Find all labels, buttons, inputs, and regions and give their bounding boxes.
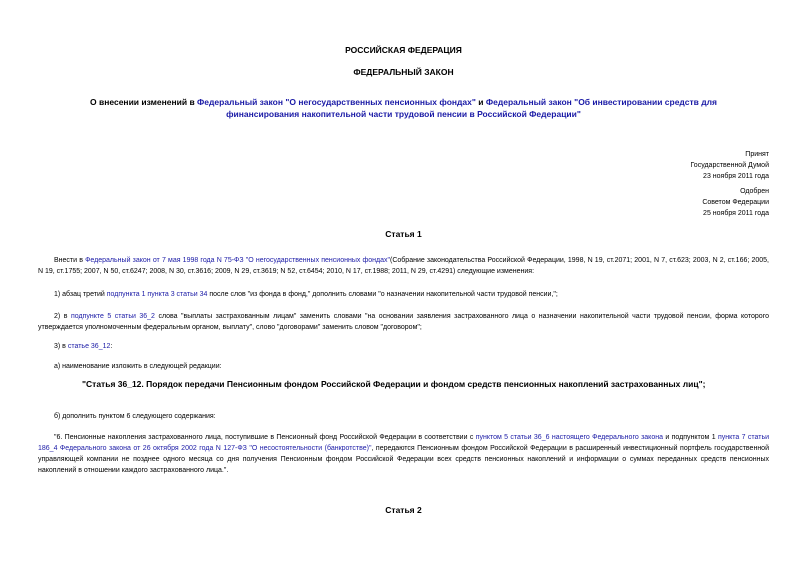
item-2-rest: слова "выплаты застрахованным лицам" заменить словами "на основании заявления застрахованного лица о назначении накопительной части трудовой пенсии, форма которого утверждается уполномоченным федеральным органом, выплату", слово "договорами" заменить словом "договором";	[38, 313, 769, 331]
title-link-npf-law[interactable]: Федеральный закон "О негосударственных пенсионных фондах"	[197, 97, 476, 107]
approved-date: 25 ноября 2011 года	[703, 210, 769, 217]
adopted-date: 23 ноября 2011 года	[703, 173, 769, 180]
item-1	[38, 289, 769, 300]
law-type-heading: ФЕДЕРАЛЬНЫЙ ЗАКОН	[353, 67, 454, 77]
article-2-heading: Статья 2	[385, 505, 422, 515]
law-title	[70, 96, 737, 120]
sub-item-b: б) дополнить пунктом 6 следующего содержания:	[54, 413, 216, 420]
item-1-prefix: 1) абзац третий	[54, 291, 107, 298]
item-2-prefix: 2) в	[54, 313, 71, 320]
approved-label: Одобрен	[740, 188, 769, 195]
item-3-prefix: 3) в	[54, 343, 68, 350]
item-3-link[interactable]: статье 36_12	[67, 343, 111, 350]
p6-prefix: "6. Пенсионные накопления застрахованного лица, поступившие в Пенсионный фонд Российской Федерации в соответствии с	[54, 434, 476, 441]
intro-prefix: Внести в	[54, 257, 86, 264]
title-prefix: О внесении изменений в	[90, 97, 198, 107]
p6-link-article-36-6[interactable]: пунктом 5 статьи 36_6 настоящего Федерального закона	[475, 434, 663, 441]
item-1-link[interactable]: подпункта 1 пункта 3 статьи 34	[106, 291, 208, 298]
adopted-block	[690, 149, 769, 182]
item-3-rest: :	[110, 343, 113, 350]
p6-mid: и подпунктом 1	[662, 434, 718, 441]
adopted-by: Государственной Думой	[690, 162, 769, 169]
adopted-label: Принят	[745, 151, 769, 158]
new-article-title: "Статья 36_12. Порядок передачи Пенсионным фондом Российской Федерации и фондом средств пенсионных накоплений застрахованных лиц";	[82, 379, 706, 389]
intro-law-link[interactable]: Федеральный закон от 7 мая 1998 года N 75-ФЗ "О негосударственных пенсионных фондах"	[85, 257, 391, 264]
p6-rest: , передаются Пенсионным фондом Российской Федерации в расширенный инвестиционный портфель государственной управляющей компании не позднее одного месяца со дня получения Пенсионным фондом Российской Федерации всех средств пенсионных накоплений и информации о суммах переданных средств пенсионных накоплений в отношении каждого застрахованного лица.".	[38, 445, 769, 474]
title-link-investment-law[interactable]: Федеральный закон "Об инвестировании средств для финансирования накопительной части трудовой пенсии в Российской Федерации"	[226, 97, 717, 119]
approved-block	[702, 186, 769, 219]
item-1-rest: после слов "из фонда в фонд," дополнить словами "о назначении накопительной части трудовой пенсии,";	[207, 291, 558, 298]
article-1-intro	[38, 255, 769, 277]
item-2-link[interactable]: подпункте 5 статьи 36_2	[70, 313, 155, 320]
p6-link-bankruptcy-law[interactable]: пункта 7 статьи 186_4 Федерального закона от 26 октября 2002 года N 127-ФЗ "О несостоятельности (банкротстве)"	[38, 434, 769, 452]
item-3	[38, 341, 769, 352]
item-2	[38, 311, 769, 333]
title-mid: и	[475, 97, 486, 107]
country-heading: РОССИЙСКАЯ ФЕДЕРАЦИЯ	[345, 45, 462, 55]
article-1-heading: Статья 1	[385, 229, 422, 239]
sub-item-a: а) наименование изложить в следующей редакции:	[54, 363, 222, 370]
paragraph-6	[38, 432, 769, 476]
approved-by: Советом Федерации	[702, 199, 769, 206]
intro-rest: (Собрание законодательства Российской Федерации, 1998, N 19, ст.2071; 2001, N 7, ст.623; 2003, N 2, ст.166; 2005, N 19, ст.1755; 2007, N 50, ст.6247; 2008, N 30, ст.3616; 2009, N 29, ст.3619; N 52, ст.6454; 2010, N 17, ст.1988; 2011, N 29, ст.4291) следующие изменения:	[38, 257, 769, 275]
